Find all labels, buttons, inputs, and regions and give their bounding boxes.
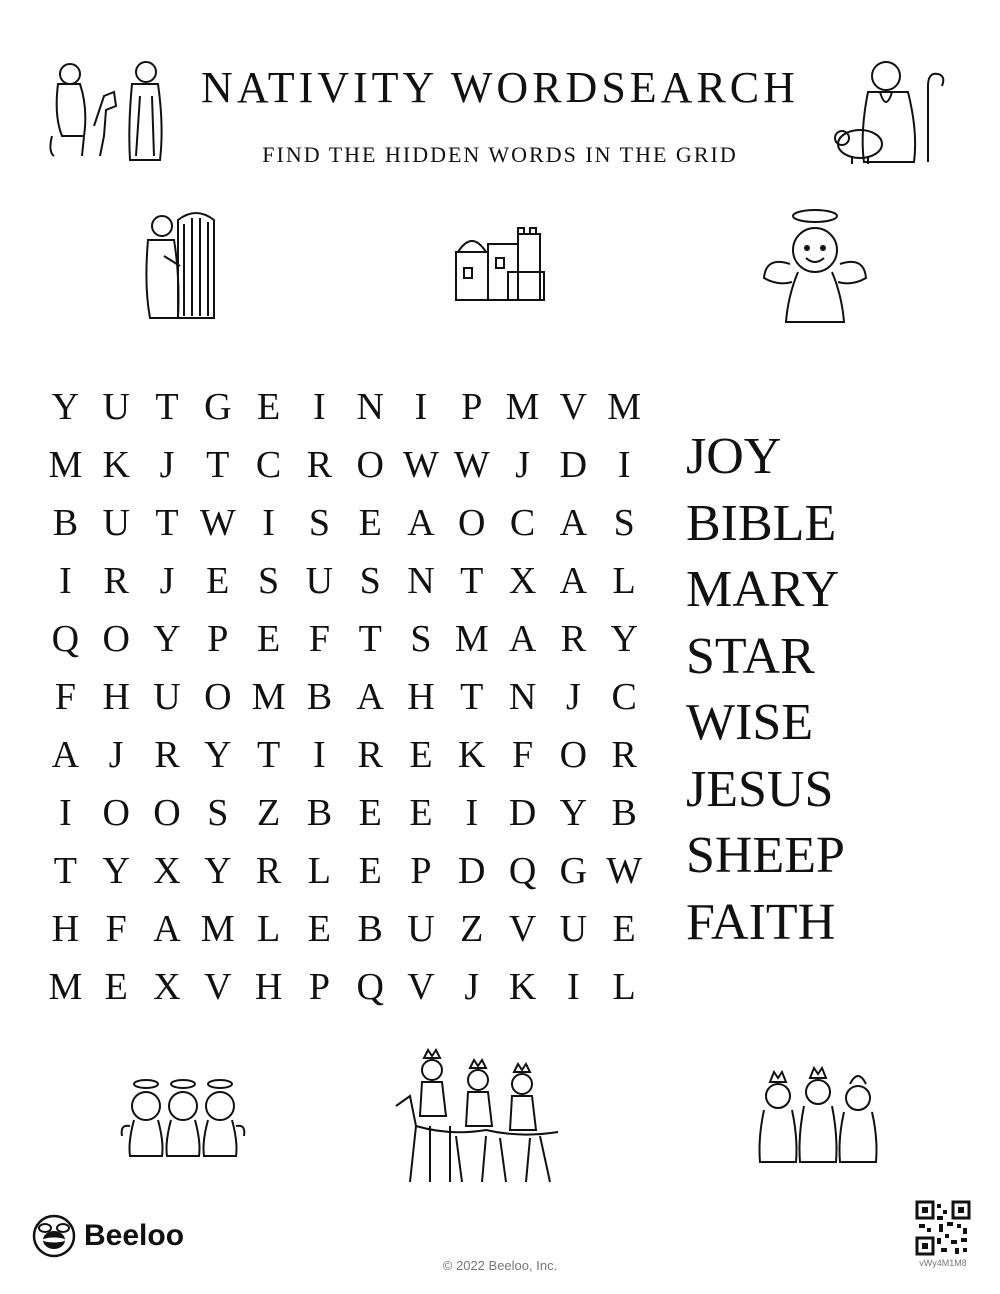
grid-letter: C [611, 676, 637, 718]
grid-letter: O [204, 676, 232, 718]
grid-letter: T [460, 676, 484, 718]
grid-letter: R [357, 734, 383, 776]
grid-letter: P [207, 618, 229, 660]
grid-letter: N [407, 560, 435, 602]
shepherd-sheep-illustration [830, 52, 950, 167]
grid-letter: H [51, 908, 80, 950]
grid-letter: I [59, 792, 72, 834]
grid-letter: M [200, 908, 235, 950]
grid-letter: M [48, 444, 83, 486]
grid-letter: I [567, 966, 580, 1008]
grid-letter: T [53, 850, 77, 892]
grid-letter: R [611, 734, 637, 776]
grid-letter: X [508, 560, 537, 602]
grid-letter: I [414, 386, 428, 428]
three-kings-illustration [754, 1066, 886, 1166]
grid-letter: L [307, 850, 331, 892]
grid-letter: Y [610, 618, 638, 660]
grid-letter: Y [102, 850, 130, 892]
grid-letter: H [102, 676, 130, 718]
grid-letter: E [612, 908, 636, 950]
grid-row [40, 494, 650, 552]
page-subtitle: FIND THE HIDDEN WORDS IN THE GRID [262, 142, 738, 167]
grid-letter: H [407, 676, 435, 718]
grid-letter: T [155, 502, 179, 544]
grid-letter: N [508, 676, 537, 718]
grid-letter: B [357, 908, 383, 950]
grid-letter: J [565, 676, 581, 718]
grid-letter: G [204, 386, 232, 428]
grid-letter: F [308, 618, 330, 660]
grid-letter: F [512, 734, 534, 776]
grid-letter: T [206, 444, 230, 486]
grid-letter: A [51, 734, 80, 776]
grid-letter: S [359, 560, 381, 602]
grid-letter: O [458, 502, 486, 544]
grid-letter: Y [51, 386, 80, 428]
word-list-item: BIBLE [686, 494, 837, 552]
grid-letter: C [509, 502, 536, 544]
grid-letter: B [306, 676, 333, 718]
grid-letter: R [306, 444, 333, 486]
grid-letter: P [308, 966, 330, 1008]
grid-letter: I [59, 560, 72, 602]
grid-row [40, 552, 650, 610]
grid-row [40, 610, 650, 668]
grid-letter: T [155, 386, 179, 428]
grid-letter: Z [460, 908, 484, 950]
grid-letter: B [611, 792, 637, 834]
grid-letter: E [307, 908, 331, 950]
grid-letter: U [102, 502, 130, 544]
grid-letter: A [559, 502, 588, 544]
grid-letter: W [453, 444, 490, 486]
grid-letter: O [102, 618, 130, 660]
grid-letter: Y [559, 792, 588, 834]
grid-row [40, 668, 650, 726]
grid-row [40, 900, 650, 958]
grid-letter: R [560, 618, 587, 660]
grid-letter: I [465, 792, 479, 834]
grid-letter: O [559, 734, 588, 776]
word-list [686, 424, 845, 956]
word-list-item: SHEEP [686, 827, 845, 884]
grid-letter: I [313, 734, 326, 776]
grid-row [40, 378, 650, 436]
grid-letter: Y [153, 618, 181, 660]
grid-letter: M [454, 618, 489, 660]
grid-letter: U [153, 676, 181, 718]
grid-letter: T [256, 734, 281, 776]
word-list-item: MARY [686, 561, 840, 618]
grid-letter: A [407, 502, 435, 544]
grid-letter: E [358, 850, 382, 892]
grid-letter: E [256, 618, 281, 660]
grid-letter: O [356, 444, 384, 486]
grid-letter: S [613, 502, 635, 544]
grid-letter: K [102, 444, 130, 486]
grid-letter: Q [356, 966, 384, 1008]
copyright-text: © 2022 Beeloo, Inc. [442, 1258, 558, 1273]
grid-letter: U [102, 386, 130, 428]
grid-row [40, 784, 650, 842]
grid-letter: X [153, 850, 181, 892]
qr-code-icon [915, 1200, 971, 1256]
grid-row [40, 726, 650, 784]
grid-letter: U [559, 908, 588, 950]
grid-letter: F [54, 676, 76, 718]
grid-letter: N [356, 386, 384, 428]
grid-letter: C [255, 444, 282, 486]
grid-letter: Z [256, 792, 281, 834]
grid-letter: V [559, 386, 588, 428]
mary-door-illustration [140, 206, 220, 324]
grid-letter: E [256, 386, 281, 428]
grid-letter: I [617, 444, 631, 486]
letter-grid [40, 378, 650, 1016]
grid-letter: F [105, 908, 127, 950]
grid-letter: M [48, 966, 83, 1008]
brand-logo [32, 1214, 184, 1258]
grid-letter: L [612, 560, 636, 602]
grid-letter: R [255, 850, 282, 892]
word-list-item: JOY [686, 428, 782, 485]
wise-men-camels-illustration [390, 1046, 565, 1186]
mary-joseph-donkey-illustration [44, 56, 179, 166]
grid-letter: M [505, 386, 540, 428]
grid-letter: B [52, 502, 79, 544]
grid-letter: Q [508, 850, 537, 892]
grid-letter: K [458, 734, 486, 776]
word-list-item: JESUS [686, 760, 834, 818]
grid-letter: H [254, 966, 283, 1008]
three-angels-illustration [118, 1076, 248, 1160]
grid-letter: E [409, 792, 433, 834]
brand-name: Beeloo [84, 1219, 185, 1252]
grid-letter: E [358, 792, 382, 834]
page-title: NATIVITY WORDSEARCH [201, 63, 799, 112]
grid-letter: A [153, 908, 181, 950]
grid-letter: E [206, 560, 230, 602]
grid-letter: S [258, 560, 280, 602]
grid-letter: J [159, 444, 175, 486]
grid-letter: R [154, 734, 180, 776]
word-list-item: WISE [686, 694, 814, 751]
grid-letter: X [153, 966, 181, 1008]
grid-letter: I [313, 386, 326, 428]
grid-letter: L [612, 966, 636, 1008]
grid-letter: O [102, 792, 130, 834]
grid-letter: U [305, 560, 334, 602]
grid-letter: T [460, 560, 484, 602]
grid-letter: V [407, 966, 435, 1008]
grid-letter: Y [204, 850, 232, 892]
grid-letter: A [508, 618, 537, 660]
grid-letter: P [461, 386, 483, 428]
grid-letter: M [251, 676, 286, 718]
angel-illustration [760, 206, 870, 326]
bee-icon [32, 1214, 76, 1258]
grid-letter: D [508, 792, 537, 834]
grid-letter: U [407, 908, 435, 950]
grid-letter: Y [204, 734, 232, 776]
grid-row [40, 436, 650, 494]
grid-row [40, 958, 650, 1016]
word-list-item: FAITH [686, 893, 836, 951]
grid-letter: S [207, 792, 229, 834]
word-list-item: STAR [686, 627, 815, 685]
grid-letter: K [508, 966, 537, 1008]
grid-letter: V [508, 908, 537, 950]
grid-letter: J [159, 560, 175, 602]
grid-letter: J [108, 734, 124, 776]
grid-letter: B [306, 792, 333, 834]
grid-letter: E [358, 502, 382, 544]
grid-letter: E [409, 734, 433, 776]
grid-letter: D [559, 444, 588, 486]
grid-letter: W [606, 850, 643, 892]
grid-letter: V [204, 966, 232, 1008]
grid-letter: W [403, 444, 439, 486]
grid-letter: S [308, 502, 330, 544]
grid-letter: R [103, 560, 129, 602]
grid-letter: T [358, 618, 382, 660]
grid-letter: P [410, 850, 432, 892]
grid-letter: L [256, 908, 281, 950]
bethlehem-town-illustration [452, 226, 548, 304]
grid-letter: Q [51, 618, 80, 660]
grid-letter: M [607, 386, 642, 428]
grid-letter: G [559, 850, 588, 892]
qr-caption: vWy4M1M8 [919, 1258, 967, 1268]
grid-letter: S [410, 618, 432, 660]
grid-letter: D [458, 850, 486, 892]
grid-letter: E [104, 966, 128, 1008]
grid-letter: J [464, 966, 480, 1008]
grid-letter: W [199, 502, 236, 544]
grid-letter: A [356, 676, 384, 718]
grid-letter: A [559, 560, 588, 602]
grid-row [40, 842, 650, 900]
grid-letter: I [262, 502, 275, 544]
grid-letter: O [153, 792, 181, 834]
grid-letter: J [515, 444, 530, 486]
